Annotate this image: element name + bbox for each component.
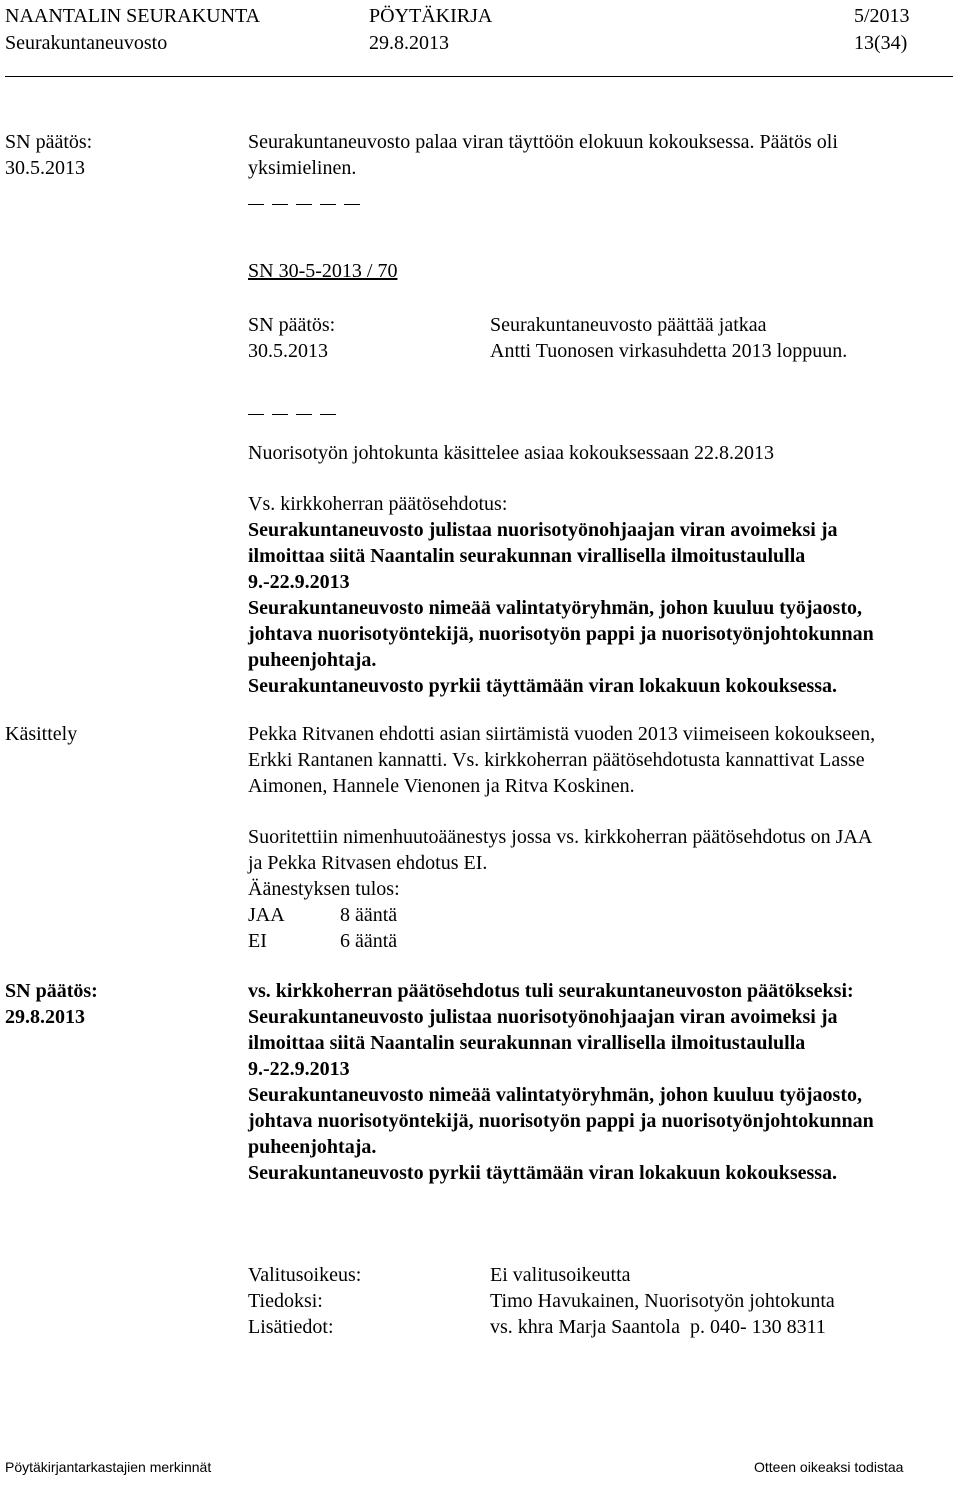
final-decision-date: 29.8.2013 [5, 1006, 85, 1028]
final-decision-line: johtava nuorisotyöntekijä, nuorisotyön pappi ja nuorisotyönjohtokunnan [248, 1110, 874, 1132]
header-page: 13(34) [854, 32, 908, 54]
more-info-label: Lisätiedot: [248, 1316, 334, 1338]
proposal-line: puheenjohtaja. [248, 649, 377, 671]
prev-decision-date: 30.5.2013 [5, 157, 85, 179]
header-doc-number: 5/2013 [854, 5, 910, 27]
proposal-heading: Vs. kirkkoherran päätösehdotus: [248, 493, 508, 515]
vote-line: ja Pekka Ritvasen ehdotus EI. [248, 852, 488, 874]
ref2-line1: Seurakuntaneuvosto päättää jatkaa [490, 314, 767, 336]
vote-line: Suoritettiin nimenhuutoäänestys jossa vs. kirkkoherran päätösehdotus on JAA [248, 826, 873, 848]
proposal-line: ilmoittaa siitä Naantalin seurakunnan virallisella ilmoitustaululla [248, 545, 806, 567]
final-decision-line: Seurakuntaneuvosto nimeää valintatyöryhmän, johon kuuluu työjaosto, [248, 1084, 862, 1106]
proposal-line: johtava nuorisotyöntekijä, nuorisotyön pappi ja nuorisotyönjohtokunnan [248, 623, 874, 645]
vote-result-votes: 6 ääntä [340, 930, 398, 952]
header-org: NAANTALIN SEURAKUNTA [5, 5, 261, 27]
handling-line: Erkki Rantanen kannatti. Vs. kirkkoherran päätösehdotusta kannattivat Lasse [248, 749, 865, 771]
handling-label: Käsittely [5, 723, 78, 745]
appeal-label: Valitusoikeus: [248, 1264, 362, 1286]
ref2-line2: Antti Tuonosen virkasuhdetta 2013 loppuun. [490, 340, 848, 362]
prev-decision-line1: Seurakuntaneuvosto palaa viran täyttöön elokuun kokouksessa. Päätös oli [248, 131, 838, 153]
footer-left: Pöytäkirjantarkastajien merkinnät [5, 1459, 212, 1475]
final-decision-line: Seurakuntaneuvosto julistaa nuorisotyönohjaajan viran avoimeksi ja [248, 1006, 838, 1028]
header-body: Seurakuntaneuvosto [5, 32, 168, 54]
prev-decision-label: SN päätös: [5, 131, 93, 153]
ref2-label: SN 30-5-2013 / 70 [248, 260, 398, 282]
vote-result-option: EI [248, 930, 267, 952]
header-date: 29.8.2013 [369, 32, 449, 54]
header-doc-type: PÖYTÄKIRJA [369, 5, 493, 27]
vote-result-option: JAA [248, 904, 285, 926]
footer-right: Otteen oikeaksi todistaa [754, 1459, 904, 1475]
final-decision-line: Seurakuntaneuvosto pyrkii täyttämään viran lokakuun kokouksessa. [248, 1162, 838, 1184]
final-decision-line: ilmoittaa siitä Naantalin seurakunnan virallisella ilmoitustaululla [248, 1032, 806, 1054]
appeal-value: Ei valitusoikeutta [490, 1264, 631, 1286]
proposal-line: Seurakuntaneuvosto julistaa nuorisotyönohjaajan viran avoimeksi ja [248, 519, 838, 541]
notice-value: Timo Havukainen, Nuorisotyön johtokunta [490, 1290, 835, 1312]
proposal-line: 9.-22.9.2013 [248, 571, 350, 593]
handling-line: Pekka Ritvanen ehdotti asian siirtämistä vuoden 2013 viimeiseen kokoukseen, [248, 723, 876, 745]
prev-decision-line2: yksimielinen. [248, 157, 357, 179]
notice-label: Tiedoksi: [248, 1290, 323, 1312]
youth-board-line: Nuorisotyön johtokunta käsittelee asiaa kokouksessaan 22.8.2013 [248, 442, 775, 464]
ref2-decision-date: 30.5.2013 [248, 340, 328, 362]
vote-result-heading: Äänestyksen tulos: [248, 878, 400, 900]
final-decision-line: puheenjohtaja. [248, 1136, 377, 1158]
final-decision-line: 9.-22.9.2013 [248, 1058, 350, 1080]
vote-result-votes: 8 ääntä [340, 904, 398, 926]
proposal-line: Seurakuntaneuvosto nimeää valintatyöryhmän, johon kuuluu työjaosto, [248, 597, 862, 619]
final-decision-line: vs. kirkkoherran päätösehdotus tuli seurakuntaneuvoston päätökseksi: [248, 980, 854, 1002]
more-info-value: vs. khra Marja Saantola p. 040- 130 8311 [490, 1316, 826, 1338]
handling-line: Aimonen, Hannele Vienonen ja Ritva Koskinen. [248, 775, 635, 797]
final-decision-label: SN päätös: [5, 980, 98, 1002]
ref2-decision-label: SN päätös: [248, 314, 336, 336]
header-rule [5, 76, 953, 77]
proposal-line: Seurakuntaneuvosto pyrkii täyttämään viran lokakuun kokouksessa. [248, 675, 838, 697]
